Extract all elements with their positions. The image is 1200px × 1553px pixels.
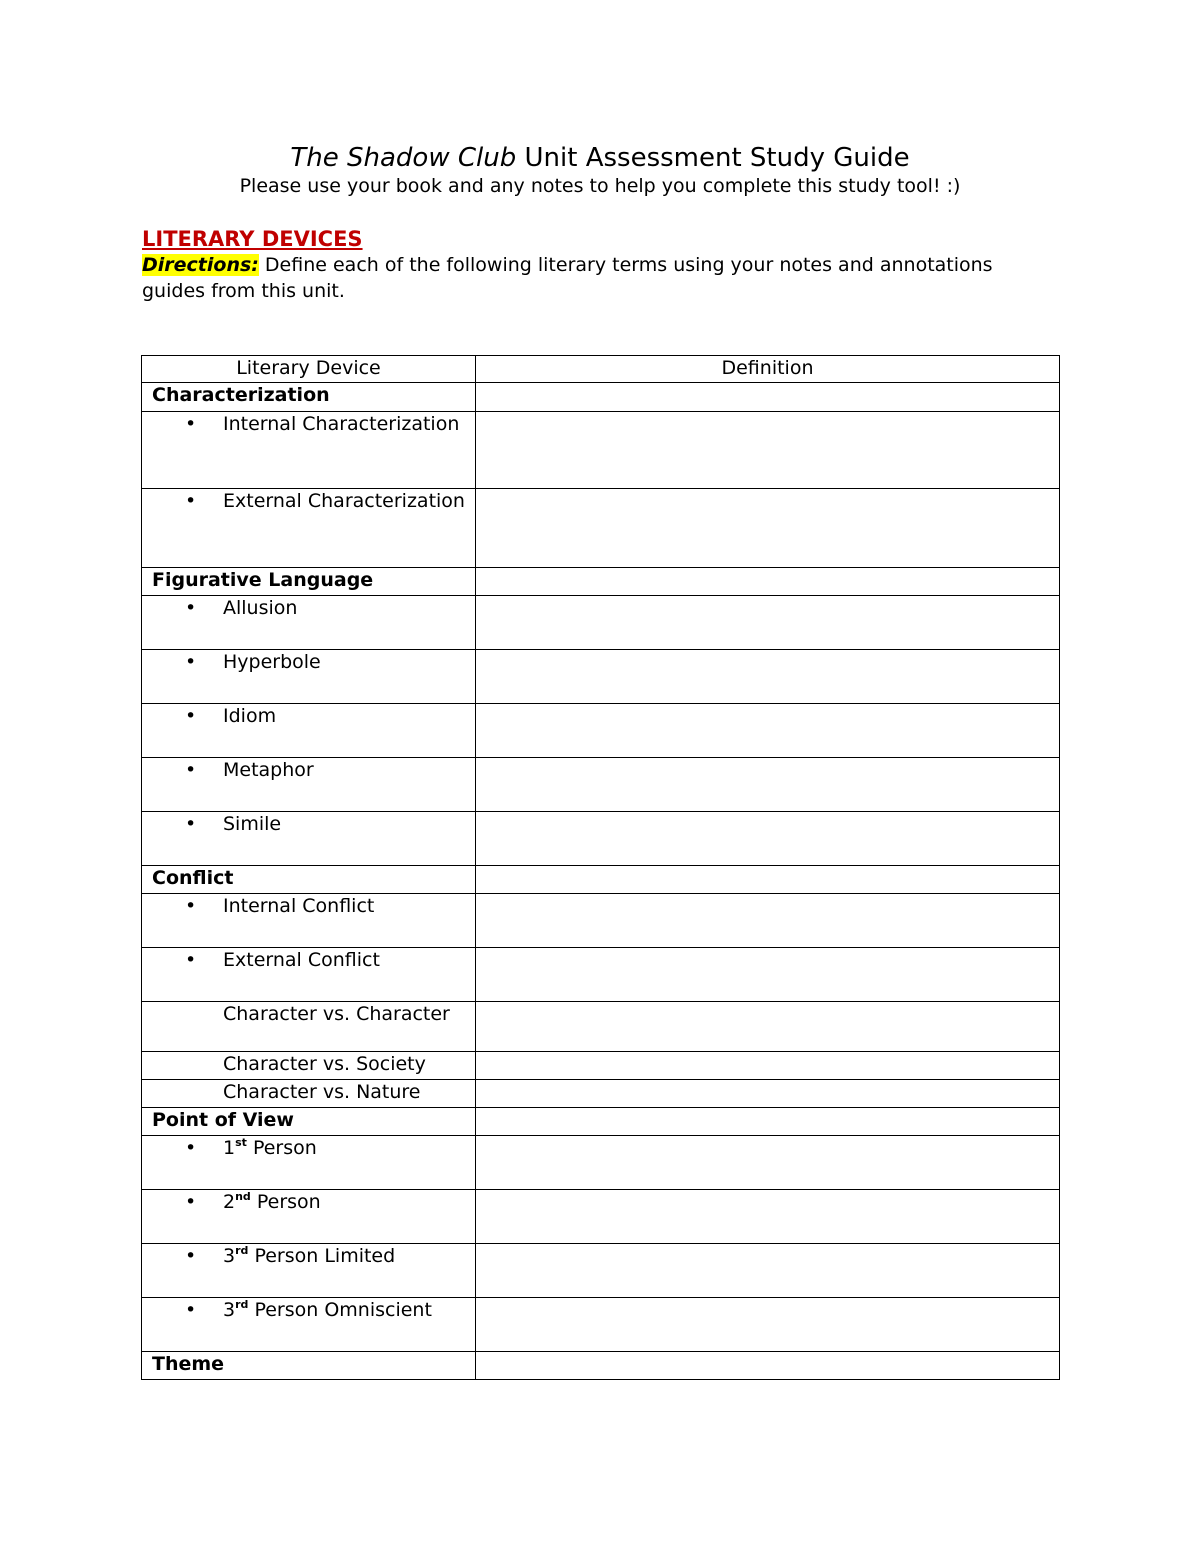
row-label-metaphor: • Metaphor — [142, 758, 476, 812]
definition-cell[interactable] — [476, 704, 1060, 758]
bullet-icon: • — [185, 1137, 197, 1159]
row-label-hyperbole: • Hyperbole — [142, 650, 476, 704]
header-literary-device: Literary Device — [142, 356, 476, 383]
table-header-row — [142, 356, 1060, 383]
title-rest: Unit Assessment Study Guide — [516, 143, 910, 173]
definition-cell[interactable] — [476, 568, 1060, 596]
bullet-icon: • — [185, 895, 197, 917]
row-label-internal-conflict: • Internal Conflict — [142, 894, 476, 948]
row-label-char-vs-char: Character vs. Character — [142, 1002, 476, 1052]
table-row — [142, 489, 1060, 568]
table-row — [142, 1298, 1060, 1352]
definition-cell[interactable] — [476, 412, 1060, 489]
definition-cell[interactable] — [476, 1190, 1060, 1244]
definition-cell[interactable] — [476, 1108, 1060, 1136]
definition-cell[interactable] — [476, 596, 1060, 650]
bullet-icon: • — [185, 597, 197, 619]
directions-label: Directions: — [142, 254, 259, 276]
definition-cell[interactable] — [476, 489, 1060, 568]
row-label-conflict: Conflict — [142, 866, 476, 894]
header-definition: Definition — [476, 356, 1060, 383]
row-label-idiom: • Idiom — [142, 704, 476, 758]
definition-cell[interactable] — [476, 812, 1060, 866]
definition-cell[interactable] — [476, 383, 1060, 412]
table-row — [142, 568, 1060, 596]
definition-cell[interactable] — [476, 894, 1060, 948]
definition-cell[interactable] — [476, 758, 1060, 812]
book-title: The Shadow Club — [290, 143, 517, 173]
bullet-icon: • — [185, 949, 197, 971]
table-row — [142, 704, 1060, 758]
definition-cell[interactable] — [476, 1080, 1060, 1108]
definition-cell[interactable] — [476, 948, 1060, 1002]
literary-devices-table — [141, 355, 1060, 1380]
table-row — [142, 1002, 1060, 1052]
section-heading: LITERARY DEVICES — [142, 227, 363, 251]
definition-cell[interactable] — [476, 1052, 1060, 1080]
table-row — [142, 1080, 1060, 1108]
row-label-allusion: • Allusion — [142, 596, 476, 650]
row-label-figurative-language: Figurative Language — [142, 568, 476, 596]
bullet-icon: • — [185, 1191, 197, 1213]
table-row — [142, 1136, 1060, 1190]
definition-cell[interactable] — [476, 1002, 1060, 1052]
bullet-icon: • — [185, 1299, 197, 1321]
definition-cell[interactable] — [476, 866, 1060, 894]
table-row — [142, 1190, 1060, 1244]
table-row — [142, 1352, 1060, 1380]
row-label-char-vs-society: Character vs. Society — [142, 1052, 476, 1080]
row-label-characterization: Characterization — [142, 383, 476, 412]
definition-cell[interactable] — [476, 650, 1060, 704]
row-label-char-vs-nature: Character vs. Nature — [142, 1080, 476, 1108]
directions-text: Define each of the following literary terms using your notes and annotations guides from this unit. — [142, 254, 993, 302]
definition-cell[interactable] — [476, 1244, 1060, 1298]
definition-cell[interactable] — [476, 1352, 1060, 1380]
table-row — [142, 1108, 1060, 1136]
table-row — [142, 758, 1060, 812]
definition-cell[interactable] — [476, 1298, 1060, 1352]
subtitle: Please use your book and any notes to help you complete this study tool! :) — [239, 175, 961, 197]
row-label-point-of-view: Point of View — [142, 1108, 476, 1136]
bullet-icon: • — [185, 759, 197, 781]
row-label-theme: Theme — [142, 1352, 476, 1380]
table-row — [142, 1244, 1060, 1298]
bullet-icon: • — [185, 490, 197, 512]
row-label-internal-characterization: • Internal Characterization — [142, 412, 476, 489]
table-row — [142, 383, 1060, 412]
bullet-icon: • — [185, 705, 197, 727]
row-label-external-conflict: • External Conflict — [142, 948, 476, 1002]
row-label-first-person: • 1st Person — [142, 1136, 476, 1190]
table-row — [142, 650, 1060, 704]
bullet-icon: • — [185, 651, 197, 673]
document-title — [0, 141, 1200, 175]
row-label-second-person: • 2nd Person — [142, 1190, 476, 1244]
bullet-icon: • — [185, 1245, 197, 1267]
table-row — [142, 894, 1060, 948]
table-row — [142, 812, 1060, 866]
row-label-external-characterization: • External Characterization — [142, 489, 476, 568]
bullet-icon: • — [185, 413, 197, 435]
table-row — [142, 1052, 1060, 1080]
row-label-simile: • Simile — [142, 812, 476, 866]
table-row — [142, 866, 1060, 894]
bullet-icon: • — [185, 813, 197, 835]
row-label-third-person-limited: • 3rd Person Limited — [142, 1244, 476, 1298]
table-row — [142, 412, 1060, 489]
directions — [142, 252, 1042, 304]
row-label-third-person-omniscient: • 3rd Person Omniscient — [142, 1298, 476, 1352]
definition-cell[interactable] — [476, 1136, 1060, 1190]
table-row — [142, 948, 1060, 1002]
table-row — [142, 596, 1060, 650]
